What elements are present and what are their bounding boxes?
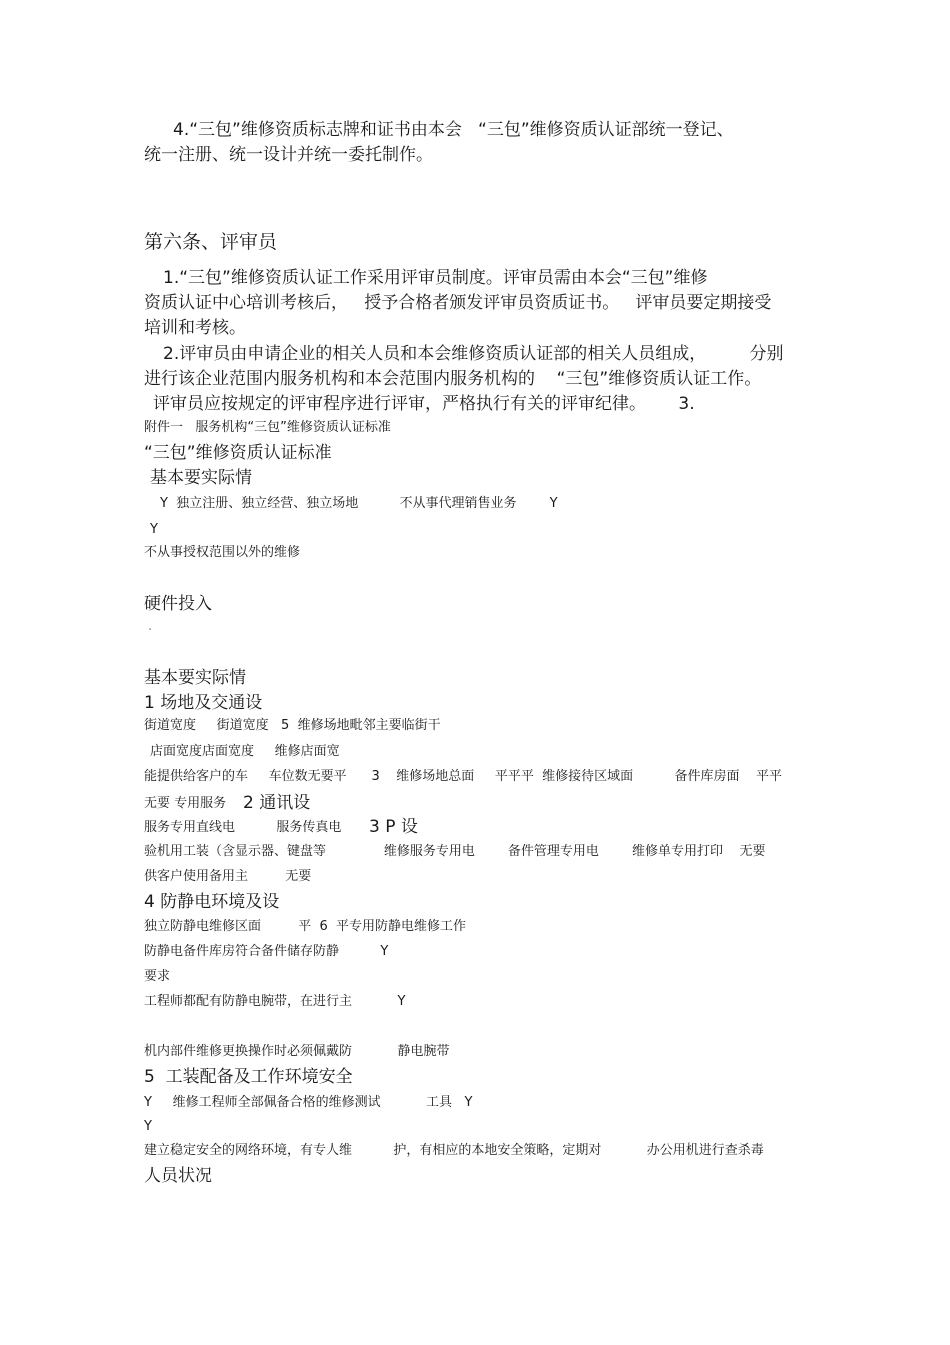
section-1-heading: 1 场地及交通设 [144, 693, 263, 713]
section-4-line-3: 要求 [144, 969, 171, 984]
section-4-line-2: 防静电备件库房符合备件储存防静 Y [144, 944, 389, 959]
section-1-line-2: 店面宽度店面宽度 维修店面宽 [150, 744, 340, 759]
section-5-heading: 5 工装配备及工作环境安全 [144, 1067, 353, 1087]
section-5-line-3: 建立稳定安全的网络环境，有专人维 护，有相应的本地安全策略，定期对 办公用机进行查杀毒 [144, 1143, 764, 1158]
appendix-title: “三包”维修资质认证标准 [144, 443, 332, 463]
appendix-caption: 附件一 服务机构“三包”维修资质认证标准 [144, 420, 391, 435]
article-6-heading: 第六条、评审员 [144, 231, 278, 253]
section-5-line-1: Y 维修工程师全部佩备合格的维修测试 工具 Y [144, 1095, 473, 1110]
article-6-para-2-line-2: 进行该企业范围内服务机构和本会范围内服务机构的 “三包”维修资质认证工作。 [144, 369, 762, 389]
section-5-line-2: Y [144, 1119, 152, 1134]
appendix-row-1: Y 独立注册、独立经营、独立场地 不从事代理销售业务 Y [160, 496, 558, 511]
article-6-para-2-line-3: 评审员应按规定的评审程序进行评审，严格执行有关的评审纪律。 3. [153, 394, 695, 414]
personnel-heading: 人员状况 [144, 1166, 212, 1186]
section-4-heading: 4 防静电环境及设 [144, 892, 280, 912]
section-3-line-1: 验机用工装（含显示器、键盘等 维修服务专用电 备件管理专用电 维修单专用打印 无要 [144, 844, 766, 859]
article-6-para-2-line-1: 2.评审员由申请企业的相关人员和本会维修资质认证部的相关人员组成， 分别 [163, 344, 784, 364]
section-4-line-1: 独立防静电维修区面 平 6 平专用防静电维修工作 [144, 919, 466, 934]
section-1-line-1: 街道宽度 街道宽度 5 维修场地毗邻主要临街干 [144, 718, 441, 733]
clause-4-line-2: 统一注册、统一设计并统一委托制作。 [144, 145, 433, 165]
section-2-line-1: 服务专用直线电 服务传真电 [144, 820, 342, 835]
appendix-row-3: 不从事授权范围以外的维修 [144, 545, 301, 560]
section-3-heading: 3 P 设 [369, 817, 418, 837]
section-4-line-4: 工程师都配有防静电腕带，在进行主 Y [144, 994, 406, 1009]
article-6-para-1-line-1: 1.“三包”维修资质认证工作采用评审员制度。评审员需由本会“三包”维修 [163, 268, 708, 288]
article-6-para-1-line-3: 培训和考核。 [144, 318, 246, 338]
section-4-line-5: 机内部件维修更换操作时必须佩戴防 静电腕带 [144, 1044, 450, 1059]
hardware-basic-heading: 基本要实际情 [144, 668, 246, 688]
section-2-heading: 2 通讯设 [243, 793, 311, 813]
section-3-line-2: 供客户使用备用主 无要 [144, 869, 312, 884]
clause-4-line-1: 4.“三包”维修资质标志牌和证书由本会 “三包”维修资质认证部统一登记、 [173, 120, 734, 140]
appendix-row-2: Y [150, 522, 158, 537]
section-1-line-4: 无要 专用服务 [144, 796, 227, 811]
section-1-line-3: 能提供给客户的车 车位数无要平 3 维修场地总面 平平平 维修接待区域面 备件库房面 平平 [144, 769, 783, 784]
appendix-basic-heading: 基本要实际情 [150, 468, 252, 488]
dot-mark: · [148, 623, 153, 638]
hardware-heading: 硬件投入 [144, 594, 212, 614]
article-6-para-1-line-2: 资质认证中心培训考核后， 授予合格者颁发评审员资质证书。 评审员要定期接受 [144, 293, 772, 313]
